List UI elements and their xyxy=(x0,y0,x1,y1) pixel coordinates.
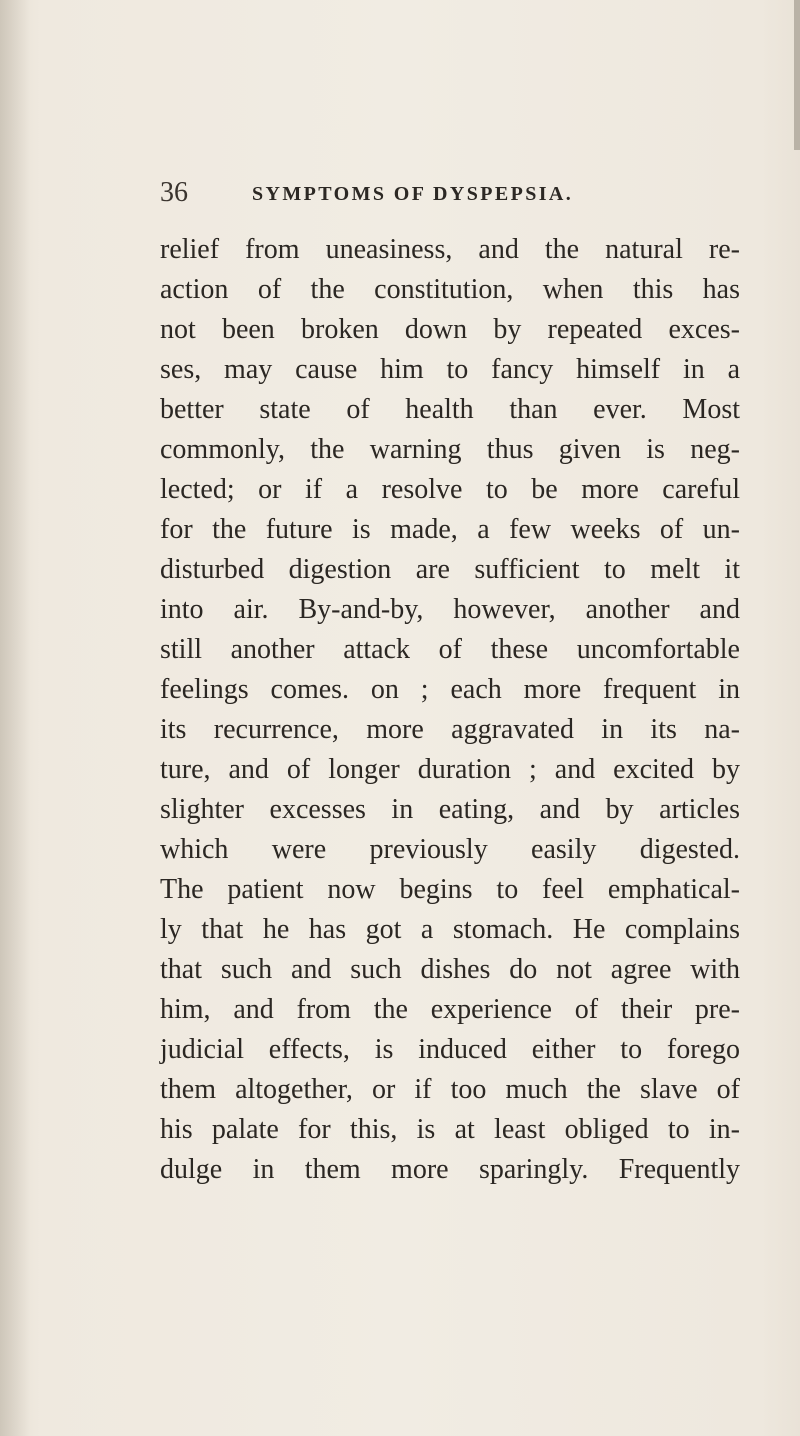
text-line: better state of health than ever. Most xyxy=(160,394,740,425)
text-line: into air. By-and-by, however, another and xyxy=(160,594,740,625)
body-text xyxy=(160,230,740,1190)
text-line: slighter excesses in eating, and by articles xyxy=(160,794,740,825)
text-line: him, and from the experience of their pre- xyxy=(160,994,740,1025)
page-number: 36 xyxy=(160,177,188,208)
text-line: action of the constitution, when this has xyxy=(160,274,740,305)
text-line: ly that he has got a stomach. He complains xyxy=(160,914,740,945)
text-line: not been broken down by repeated exces- xyxy=(160,314,740,345)
text-line: his palate for this, is at least obliged to in- xyxy=(160,1114,740,1145)
text-line: which were previously easily digested. xyxy=(160,834,740,865)
text-line: still another attack of these uncomfortable xyxy=(160,634,740,665)
text-line: its recurrence, more aggravated in its na- xyxy=(160,714,740,745)
text-line: lected; or if a resolve to be more careful xyxy=(160,474,740,505)
text-line: ture, and of longer duration ; and excited by xyxy=(160,754,740,785)
text-line: disturbed digestion are sufficient to melt it xyxy=(160,554,740,585)
text-line: commonly, the warning thus given is neg- xyxy=(160,434,740,465)
text-line: for the future is made, a few weeks of un- xyxy=(160,514,740,545)
page-edge xyxy=(794,0,800,150)
binding-shadow xyxy=(0,0,30,1436)
text-line: them altogether, or if too much the slave of xyxy=(160,1074,740,1105)
text-line: that such and such dishes do not agree with xyxy=(160,954,740,985)
text-line: feelings comes. on ; each more frequent in xyxy=(160,674,740,705)
text-line: relief from uneasiness, and the natural re- xyxy=(160,234,740,265)
text-line: dulge in them more sparingly. Frequently xyxy=(160,1154,740,1185)
text-line: ses, may cause him to fancy himself in a xyxy=(160,354,740,385)
text-line: The patient now begins to feel emphatical- xyxy=(160,874,740,905)
running-title: SYMPTOMS OF DYSPEPSIA. xyxy=(252,183,574,205)
running-header xyxy=(160,176,720,210)
text-line: judicial effects, is induced either to forego xyxy=(160,1034,740,1065)
